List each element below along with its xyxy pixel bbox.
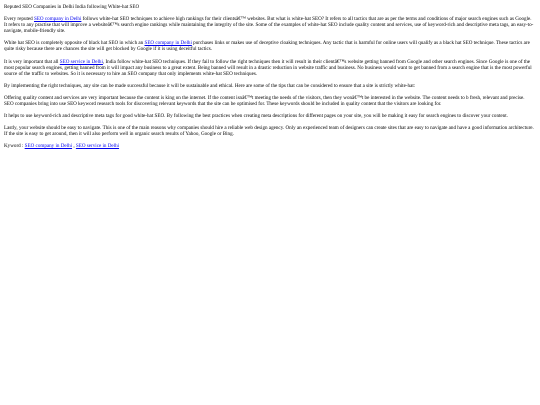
paragraph-7: Lastly, your website should be easy to navigate. This is one of the main reasons why companies should hire a reliable web design agency. Only an experienced team of designers can create sites that are easy to navigate and have a good information architecture. If the site is easy to get around, then it will also perform well in organic search results of Yahoo, Google or Bing.	[4, 125, 534, 138]
keywords-label: Kyword :	[4, 143, 25, 150]
keyword-link-seo-service[interactable]: SEO service in Delhi	[75, 143, 120, 150]
paragraph-6: It helps to use keyword-rich and descriptive meta tags for good white-hat SEO. By following the best practices when creating meta descriptions for different pages on your site, you will be making it easy for search engines to discover your content.	[4, 113, 508, 120]
paragraph-2-text-a: White hat SEO is completely opposite of black hat SEO in which an	[4, 40, 145, 47]
seo-company-link-2[interactable]: SEO company in Delhi	[144, 40, 192, 47]
paragraph-2	[4, 40, 535, 52]
keywords-line	[4, 143, 535, 149]
keyword-link-seo-company[interactable]: SEO company in Delhi	[24, 143, 73, 150]
paragraph-3	[4, 59, 535, 77]
article	[0, 0, 540, 150]
paragraph-3-text-b: , India follow white-hat SEO techniques. If they fail to follow the right techniques then it will result in their clientâ€™s website getting banned from Google and other search engines. Since Google is one of the most popular search engines, getting banned from it will impact any business to a great extent. Being banned will result in a drastic reduction in website traffic and business. No business would want to get banned from a search engine that is the most powerful source of the traffic to websites. So it is necessary to hire an SEO company that only implements white-hat SEO techniques.	[4, 58, 532, 77]
paragraph-3-text-a: It is very important that all	[4, 58, 60, 65]
paragraph-1-text-b: follows white-hat SEO techniques to achieve high rankings for their clientsâ€™ websites. But what is white-hat SEO? It refers to all tactics that are as per the terms and conditions of major search engines such as Google. It refers to any practise that will improve a websiteâ€™s search engine rankings while maintaining the integrity of the site. Some of the examples of white-hat SEO include quality content and services, use of keyword-rich and descriptive meta tags, an easy-to-navigate, mobile-friendly site.	[4, 16, 534, 35]
paragraph-1-text-a: Every reputed	[4, 16, 34, 23]
keywords-separator: ,	[72, 143, 76, 150]
paragraph-5: Offering quality content and services are very important because the content is king on the internet. If the content isnâ€™t meeting the needs of the visitors, then they wonâ€™t be interested in the website. The content needs to b fresh, relevant and precise. SEO companies bring into use SEO keyword research tools for discovering relevant keywords that the site can be optimised for. These keywords should be included in quality content that the visitors are looking for.	[4, 94, 525, 108]
paragraph-4: By implementing the right techniques, any site can be made successful because it will be sustainable and ethical. Here are some of the tips that can be considered to ensure that a site is strictly white-hat:	[4, 82, 416, 89]
paragraph-1	[4, 16, 535, 34]
page-title: Reputed SEO Companies in Delhi India following White-hat SEO	[4, 4, 140, 10]
seo-service-link-1[interactable]: SEO service in Delhi	[59, 58, 103, 65]
paragraph-2-text-b: purchases links or makes use of deceptive cloaking techniques. Any tactic that is harmful for online users will qualify as a black hat SEO technique. These tactics are quite risky because there are chances the site will get blocked by Google if it is using deceitful tactics.	[4, 40, 530, 53]
seo-company-link-1[interactable]: SEO company in Delhi	[33, 16, 82, 23]
